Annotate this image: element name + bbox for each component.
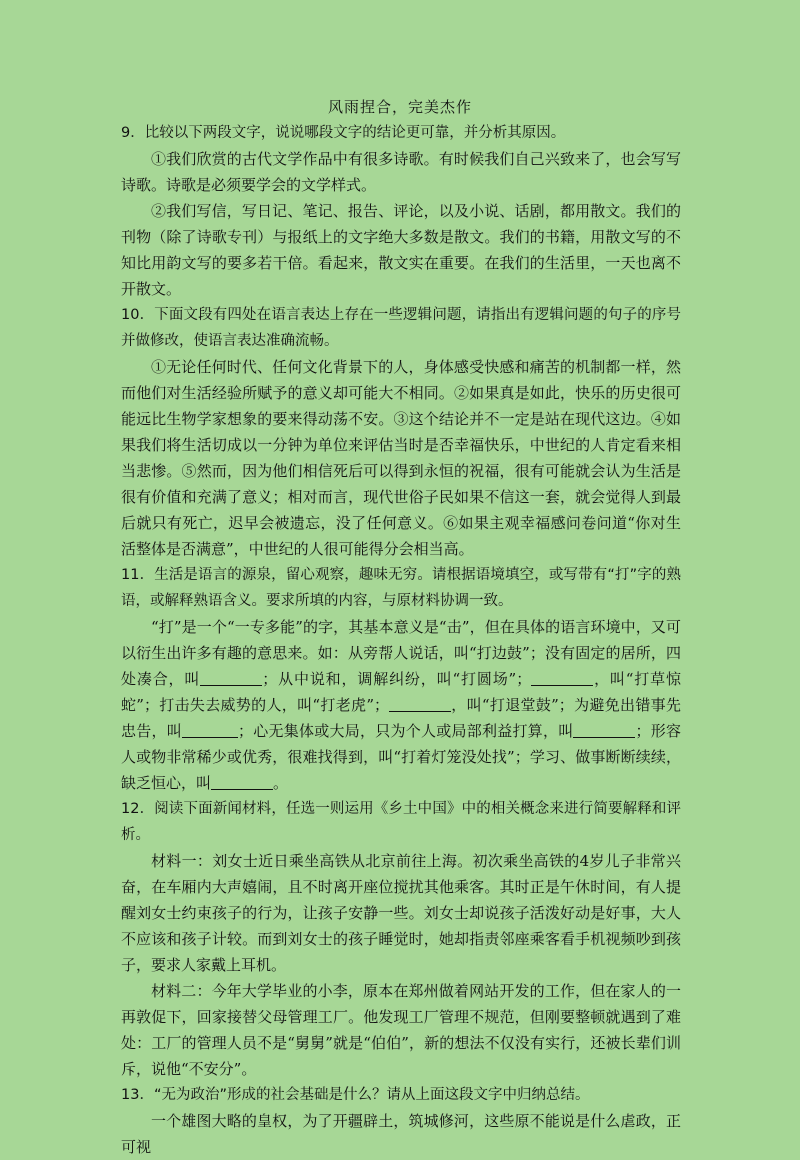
- q11-segment: ；心无集体或大局，只为个人或局部利益打算，叫: [238, 722, 574, 740]
- question-13-title: 13．“无为政治”形成的社会基础是什么？请从上面这段文字中归纳总结。: [121, 1087, 590, 1103]
- page-header: 风雨捏合，完美杰作: [327, 98, 472, 116]
- question-10-passage: ①无论任何时代、任何文化背景下的人，身体感受快感和痛苦的机制都一样，然而他们对生活经验所赋予的意义却可能大不相同。②如果真是如此，快乐的历史很可能远比生物学家想象的要来得动荡不安。③这个结论并不一定是站在现代这边。④如果我们将生活切成以一分钟为单位来评估当时是否幸福快乐，中世纪的人肯定看来相当悲惨。⑤然而，因为他们相信死后可以得到永恒的祝福，很有可能就会认为生活是很有价值和充满了意义；相对而言，现代世俗子民如果不信这一套，就会觉得人到最后就只有死亡，迟早会被遗忘，没了任何意义。⑥如果主观幸福感问卷问道“你对生活整体是否满意”，中世纪的人很可能得分会相当高。: [121, 358, 681, 558]
- fill-blank-2[interactable]: [531, 671, 593, 686]
- question-12-material-2: 材料二：今年大学毕业的小李，原本在郑州做着网站开发的工作，但在家人的一再敦促下，回家接替父母管理工厂。他发现工厂管理不规范，但刚要整顿就遇到了难处：工厂的管理人员不是“舅舅”就是“伯伯”，新的想法不仅没有实行，还被长辈们训斥，说他“不安分”。: [121, 982, 681, 1078]
- fill-blank-4[interactable]: [182, 723, 238, 738]
- q11-segment: ；形容人或物非常稀少或优秀，很难找得到，叫“打着灯笼没处找”；学习、做事断断续续，缺乏恒心，叫: [121, 722, 681, 792]
- question-10-title: 10．下面文段有四处在语言表达上存在一些逻辑问题，请指出有逻辑问题的句子的序号并做修改，使语言表达准确流畅。: [121, 307, 681, 349]
- q11-segment: ，叫“打退堂鼓”；为避免出错事先忠告，叫: [121, 696, 681, 740]
- q11-segment: “打”是一个“一专多能”的字，其基本意义是“击”，但在具体的语言环境中，又可以衍生出许多有趣的意思来。如：从旁帮人说话，叫“打边鼓”；没有固定的居所，四处凑合，叫: [121, 618, 681, 688]
- q11-segment: 。: [273, 774, 289, 792]
- document-body: [121, 120, 681, 1160]
- question-13-passage: 一个雄图大略的皇权，为了开疆辟土，筑城修河，这些原不能说是什么虐政，正可视: [121, 1112, 681, 1156]
- question-9-title: 9．比较以下两段文字，说说哪段文字的结论更可靠，并分析其原因。: [121, 125, 566, 141]
- q11-segment: ，叫“打草惊蛇”；打击失去威势的人，叫“打老虎”；: [121, 670, 681, 714]
- fill-blank-1[interactable]: [200, 671, 262, 686]
- q11-segment: ；从中说和，调解纠纷，叫“打圆场”；: [262, 670, 532, 688]
- fill-blank-3[interactable]: [389, 697, 451, 712]
- question-12-title: 12．阅读下面新闻材料，任选一则运用《乡土中国》中的相关概念来进行简要解释和评析。: [121, 801, 681, 843]
- question-12-material-1: 材料一：刘女士近日乘坐高铁从北京前往上海。初次乘坐高铁的4岁儿子非常兴奋，在车厢内大声嬉闹，且不时离开座位搅扰其他乘客。其时正是午休时间，有人提醒刘女士约束孩子的行为，让孩子安静一些。刘女士却说孩子活泼好动是好事，大人不应该和孩子计较。而到刘女士的孩子睡觉时，她却指责邻座乘客看手机视频吵到孩子，要求人家戴上耳机。: [121, 852, 681, 974]
- question-11-passage: [121, 614, 681, 796]
- question-9-passage-1: ①我们欣赏的古代文学作品中有很多诗歌。有时候我们自己兴致来了，也会写写诗歌。诗歌是必须要学会的文学样式。: [121, 150, 681, 194]
- question-11-title: 11．生活是语言的源泉，留心观察，趣味无穷。请根据语境填空，或写带有“打”字的熟语，或解释熟语含义。要求所填的内容，与原材料协调一致。: [121, 567, 681, 609]
- question-9-passage-2: ②我们写信，写日记、笔记、报告、评论，以及小说、话剧，都用散文。我们的刊物（除了诗歌专刊）与报纸上的文字绝大多数是散文。我们的书籍，用散文写的不知比用韵文写的要多若干倍。看起来，散文实在重要。在我们的生活里，一天也离不开散文。: [121, 202, 681, 298]
- fill-blank-5[interactable]: [573, 723, 635, 738]
- fill-blank-6[interactable]: [211, 775, 273, 790]
